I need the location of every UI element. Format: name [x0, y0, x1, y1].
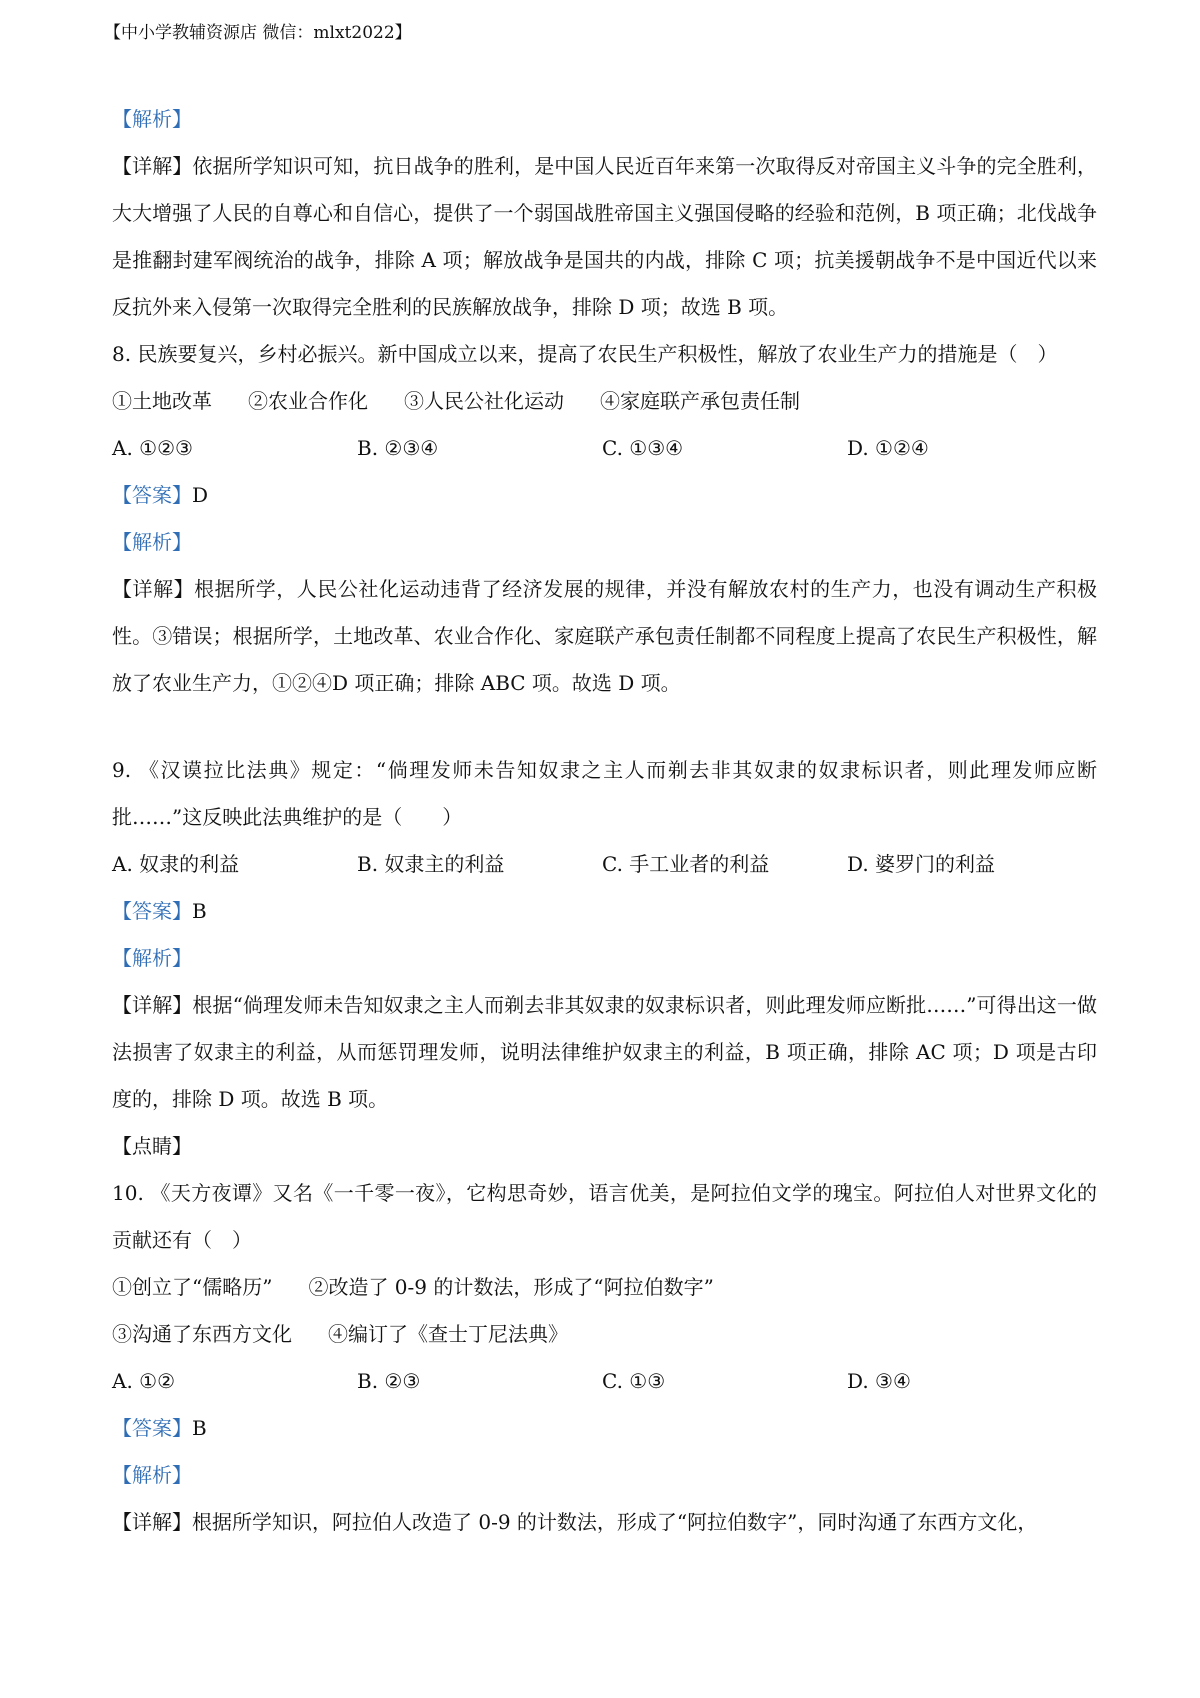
q7-detail-tag: 【详解】 — [112, 154, 193, 178]
q7-analysis-tag: 【解析】 — [112, 107, 192, 131]
q8-detail — [112, 566, 1097, 707]
q8-item-4: ④家庭联产承包责任制 — [600, 389, 800, 413]
q9-analysis-tag: 【解析】 — [112, 946, 192, 970]
q8-items — [112, 378, 1097, 425]
q8-answer-tag: 【答案】 — [112, 483, 192, 507]
q8-option-b: B. ②③④ — [357, 436, 439, 460]
q10-options — [112, 1358, 1097, 1405]
q8-item-1: ①土地改革 — [112, 389, 212, 413]
q10-item-1: ①创立了“儒略历” — [112, 1275, 273, 1299]
q9-option-c: C. 手工业者的利益 — [602, 852, 770, 876]
q8-detail-tag: 【详解】 — [112, 577, 195, 601]
q8-answer-value: D — [192, 483, 209, 507]
q8-option-d: D. ①②④ — [847, 436, 929, 460]
q8-item-2: ②农业合作化 — [248, 389, 368, 413]
q10-items-row-2 — [112, 1311, 1097, 1358]
q10-analysis-tag: 【解析】 — [112, 1463, 192, 1487]
q9-option-b: B. 奴隶主的利益 — [357, 852, 505, 876]
q9-detail-tag: 【详解】 — [112, 993, 193, 1017]
q10-option-d: D. ③④ — [847, 1369, 911, 1393]
q10-answer — [112, 1405, 1097, 1452]
q10-detail — [112, 1499, 1097, 1546]
q9-options — [112, 841, 1097, 888]
q9-answer — [112, 888, 1097, 935]
q9-answer-value: B — [192, 899, 207, 923]
q9-answer-tag: 【答案】 — [112, 899, 192, 923]
q8-answer — [112, 472, 1097, 519]
q10-detail-text: 根据所学知识，阿拉伯人改造了 0-9 的计数法，形成了“阿拉伯数字”，同时沟通了东西方文化， — [192, 1510, 1038, 1534]
q8-stem: 8. 民族要复兴，乡村必振兴。新中国成立以来，提高了农民生产积极性，解放了农业生产力的措施是（ ） — [112, 342, 1058, 366]
q9-point-tag: 【点睛】 — [112, 1134, 192, 1158]
q8-option-c: C. ①③④ — [602, 436, 684, 460]
q10-detail-tag: 【详解】 — [112, 1510, 192, 1534]
q8-detail-text: 根据所学，人民公社化运动违背了经济发展的规律，并没有解放农村的生产力，也没有调动生产积极性。③错误；根据所学，土地改革、农业合作化、家庭联产承包责任制都不同程度上提高了农民生产积极性，解放了农业生产力，①②④D 项正确；排除 ABC 项。故选 D 项。 — [112, 577, 1098, 695]
q8-options — [112, 425, 1097, 472]
document-body — [112, 96, 1097, 1546]
q9-option-d: D. 婆罗门的利益 — [847, 852, 996, 876]
q10-stem: 10. 《天方夜谭》又名《一千零一夜》，它构思奇妙，语言优美，是阿拉伯文学的瑰宝。阿拉伯人对世界文化的贡献还有（ ） — [112, 1181, 1097, 1252]
q10-items-row-1 — [112, 1264, 1097, 1311]
q10-option-a: A. ①② — [112, 1369, 176, 1393]
q10-answer-value: B — [192, 1416, 207, 1440]
q7-detail-text: 依据所学知识可知，抗日战争的胜利，是中国人民近百年来第一次取得反对帝国主义斗争的完全胜利，大大增强了人民的自尊心和自信心，提供了一个弱国战胜帝国主义强国侵略的经验和范例，B 项正确；北伐战争是推翻封建军阀统治的战争，排除 A 项；解放战争是国共的内战，排除 C 项；抗美援朝战争不是中国近代以来反抗外来入侵第一次取得完全胜利的民族解放战争，排除 D 项；故选 B 项。 — [112, 154, 1098, 319]
q9-detail — [112, 982, 1097, 1123]
q10-item-2: ②改造了 0-9 的计数法，形成了“阿拉伯数字” — [308, 1275, 714, 1299]
page-header: 【中小学教辅资源店 微信：mlxt2022】 — [104, 23, 412, 43]
q10-option-c: C. ①③ — [602, 1369, 666, 1393]
q8-item-3: ③人民公社化运动 — [404, 389, 564, 413]
q10-item-3: ③沟通了东西方文化 — [112, 1322, 292, 1346]
q9-option-a: A. 奴隶的利益 — [112, 852, 240, 876]
q10-answer-tag: 【答案】 — [112, 1416, 192, 1440]
q9-detail-text: 根据“倘理发师未告知奴隶之主人而剃去非其奴隶的奴隶标识者，则此理发师应断批……”可得出这一做法损害了奴隶主的利益，从而惩罚理发师，说明法律维护奴隶主的利益，B 项正确，排除 AC 项；D 项是古印度的，排除 D 项。故选 B 项。 — [112, 993, 1097, 1111]
q9-stem: 9. 《汉谟拉比法典》规定：“倘理发师未告知奴隶之主人而剃去非其奴隶的奴隶标识者，则此理发师应断批……”这反映此法典维护的是（ ） — [112, 758, 1097, 829]
q10-item-4: ④编订了《查士丁尼法典》 — [328, 1322, 568, 1346]
q10-option-b: B. ②③ — [357, 1369, 421, 1393]
q8-analysis-tag: 【解析】 — [112, 530, 192, 554]
q7-detail — [112, 143, 1097, 331]
q8-option-a: A. ①②③ — [112, 436, 193, 460]
